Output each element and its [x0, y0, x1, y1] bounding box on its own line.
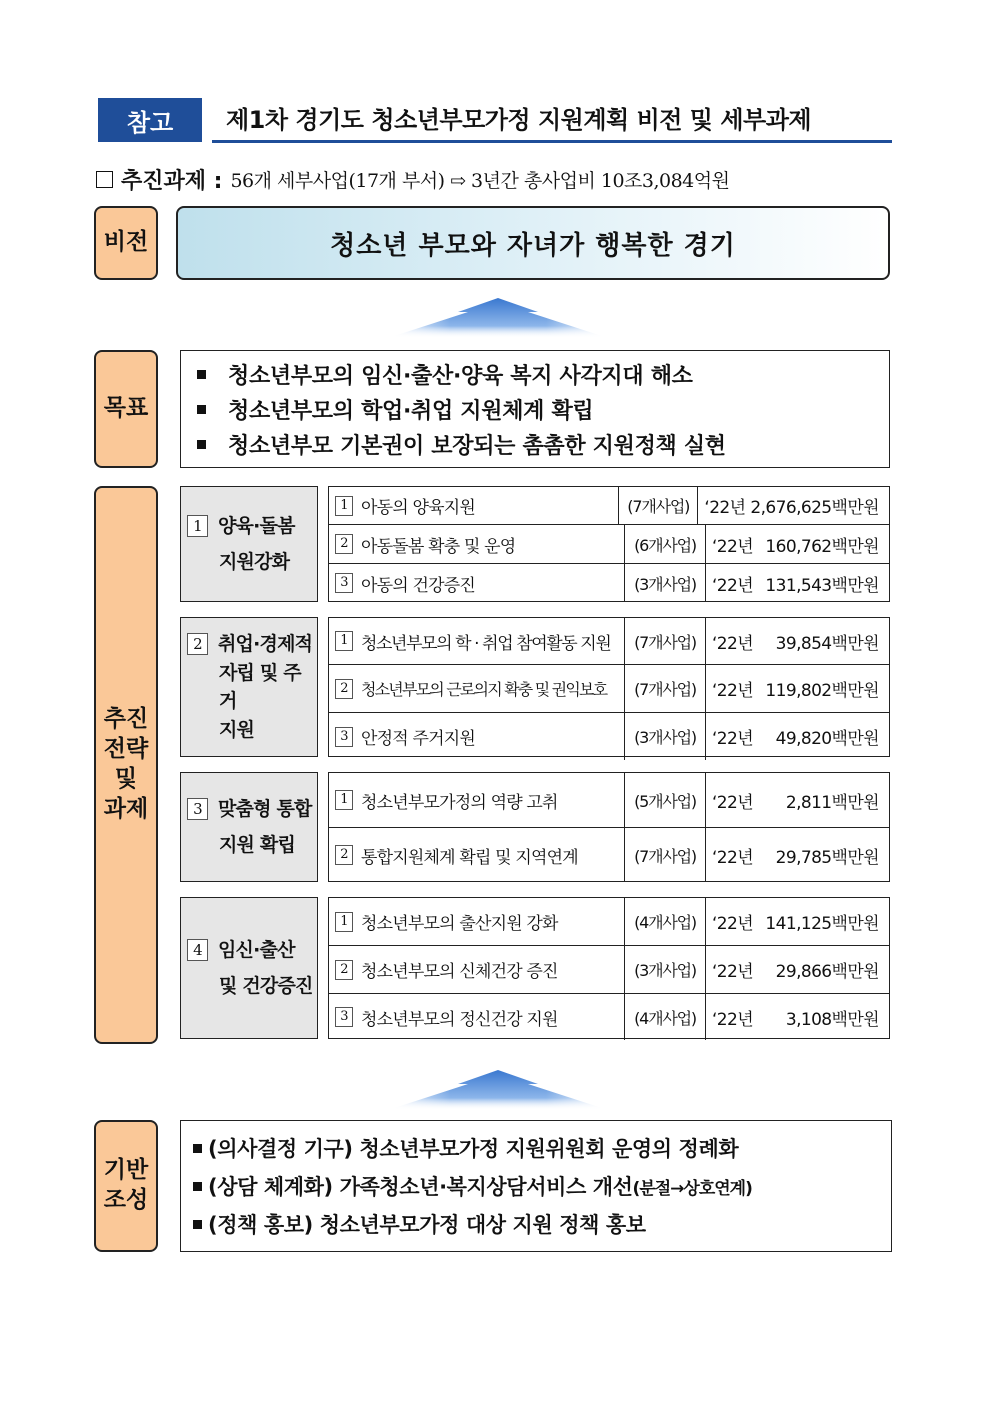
checkbox-square-icon [96, 171, 113, 188]
strategy-group-2-title: 2 취업·경제적 자립 및 주거 지원 [180, 617, 318, 757]
table-row: 1 청소년부모의 출산지원 강화 (4개사업) ‘22년 141,125백만원 [329, 898, 889, 946]
title-underline [212, 140, 892, 143]
table-row: 1 청소년부모의 학 · 취업 참여활동 지원 (7개사업) ‘22년 39,854백만원 [329, 618, 889, 665]
table-row: 3 아동의 건강증진 (3개사업) ‘22년 131,543백만원 [329, 564, 889, 602]
up-arrow-icon [378, 292, 618, 340]
goal-item: 청소년부모의 학업·취업 지원체계 확립 [197, 392, 889, 427]
number-box-icon: 2 [187, 633, 208, 655]
summary-line [96, 164, 729, 195]
foundation-item: (정책 홍보) 청소년부모가정 대상 지원 정책 홍보 [193, 1205, 891, 1243]
foundation-item: (상담 체계화) 가족청소년·복지상담서비스 개선 (분절→상호연계) [193, 1167, 891, 1205]
vision-box [176, 206, 890, 280]
goal-item: 청소년부모 기본권이 보장되는 촘촘한 지원정책 실현 [197, 427, 889, 462]
goals-label: 목표 [94, 350, 158, 468]
foundation-item: (의사결정 기구) 청소년부모가정 지원위원회 운영의 정례화 [193, 1129, 891, 1167]
up-arrow-icon [378, 1064, 618, 1112]
table-row: 3 청소년부모의 정신건강 지원 (4개사업) ‘22년 3,108백만원 [329, 994, 889, 1040]
strategies-label: 추진 전략 및 과제 [94, 486, 158, 1044]
table-row: 1 아동의 양육지원 (7개사업) ‘22년 2,676,625백만원 [329, 487, 889, 525]
strategy-group-2-tasks [328, 617, 890, 757]
summary-label: 추진과제 : [121, 169, 223, 194]
reference-badge: 참고 [98, 98, 202, 142]
table-row: 3 안정적 주거지원 (3개사업) ‘22년 49,820백만원 [329, 713, 889, 760]
document-title: 제1차 경기도 청소년부모가정 지원계획 비전 및 세부과제 [226, 106, 812, 134]
vision-text: 청소년 부모와 자녀가 행복한 경기 [330, 230, 736, 261]
number-box-icon: 1 [187, 515, 208, 537]
table-row: 2 청소년부모의 신체건강 증진 (3개사업) ‘22년 29,866백만원 [329, 946, 889, 994]
foundation-box [180, 1120, 892, 1252]
table-row: 2 아동돌봄 확충 및 운영 (6개사업) ‘22년 160,762백만원 [329, 525, 889, 564]
foundation-label: 기반 조성 [94, 1120, 158, 1252]
square-bullet-icon [197, 440, 206, 449]
strategy-group-3-tasks [328, 772, 890, 882]
strategy-group-4-title: 4 임신·출산 및 건강증진 [180, 897, 318, 1039]
goals-box [180, 350, 890, 468]
table-row: 1 청소년부모가정의 역량 고취 (5개사업) ‘22년 2,811백만원 [329, 773, 889, 828]
square-bullet-icon [193, 1220, 202, 1229]
strategy-group-1-title: 1 양육·돌봄 지원강화 [180, 486, 318, 602]
square-bullet-icon [193, 1182, 202, 1191]
square-bullet-icon [193, 1144, 202, 1153]
number-box-icon: 4 [187, 939, 208, 961]
goal-item: 청소년부모의 임신·출산·양육 복지 사각지대 해소 [197, 357, 889, 392]
square-bullet-icon [197, 405, 206, 414]
table-row: 2 청소년부모의 근로의지 확충 및 권익보호 (7개사업) ‘22년 119,802백만원 [329, 665, 889, 713]
vision-label: 비전 [94, 206, 158, 280]
square-bullet-icon [197, 370, 206, 379]
table-row: 2 통합지원체계 확립 및 지역연계 (7개사업) ‘22년 29,785백만원 [329, 828, 889, 882]
number-box-icon: 3 [187, 798, 208, 820]
strategy-group-3-title: 3 맞춤형 통합 지원 확립 [180, 772, 318, 882]
strategy-group-1-tasks [328, 486, 890, 602]
strategy-group-4-tasks [328, 897, 890, 1039]
summary-text: 56개 세부사업(17개 부서) ⇨ 3년간 총사업비 10조3,084억원 [230, 170, 730, 192]
